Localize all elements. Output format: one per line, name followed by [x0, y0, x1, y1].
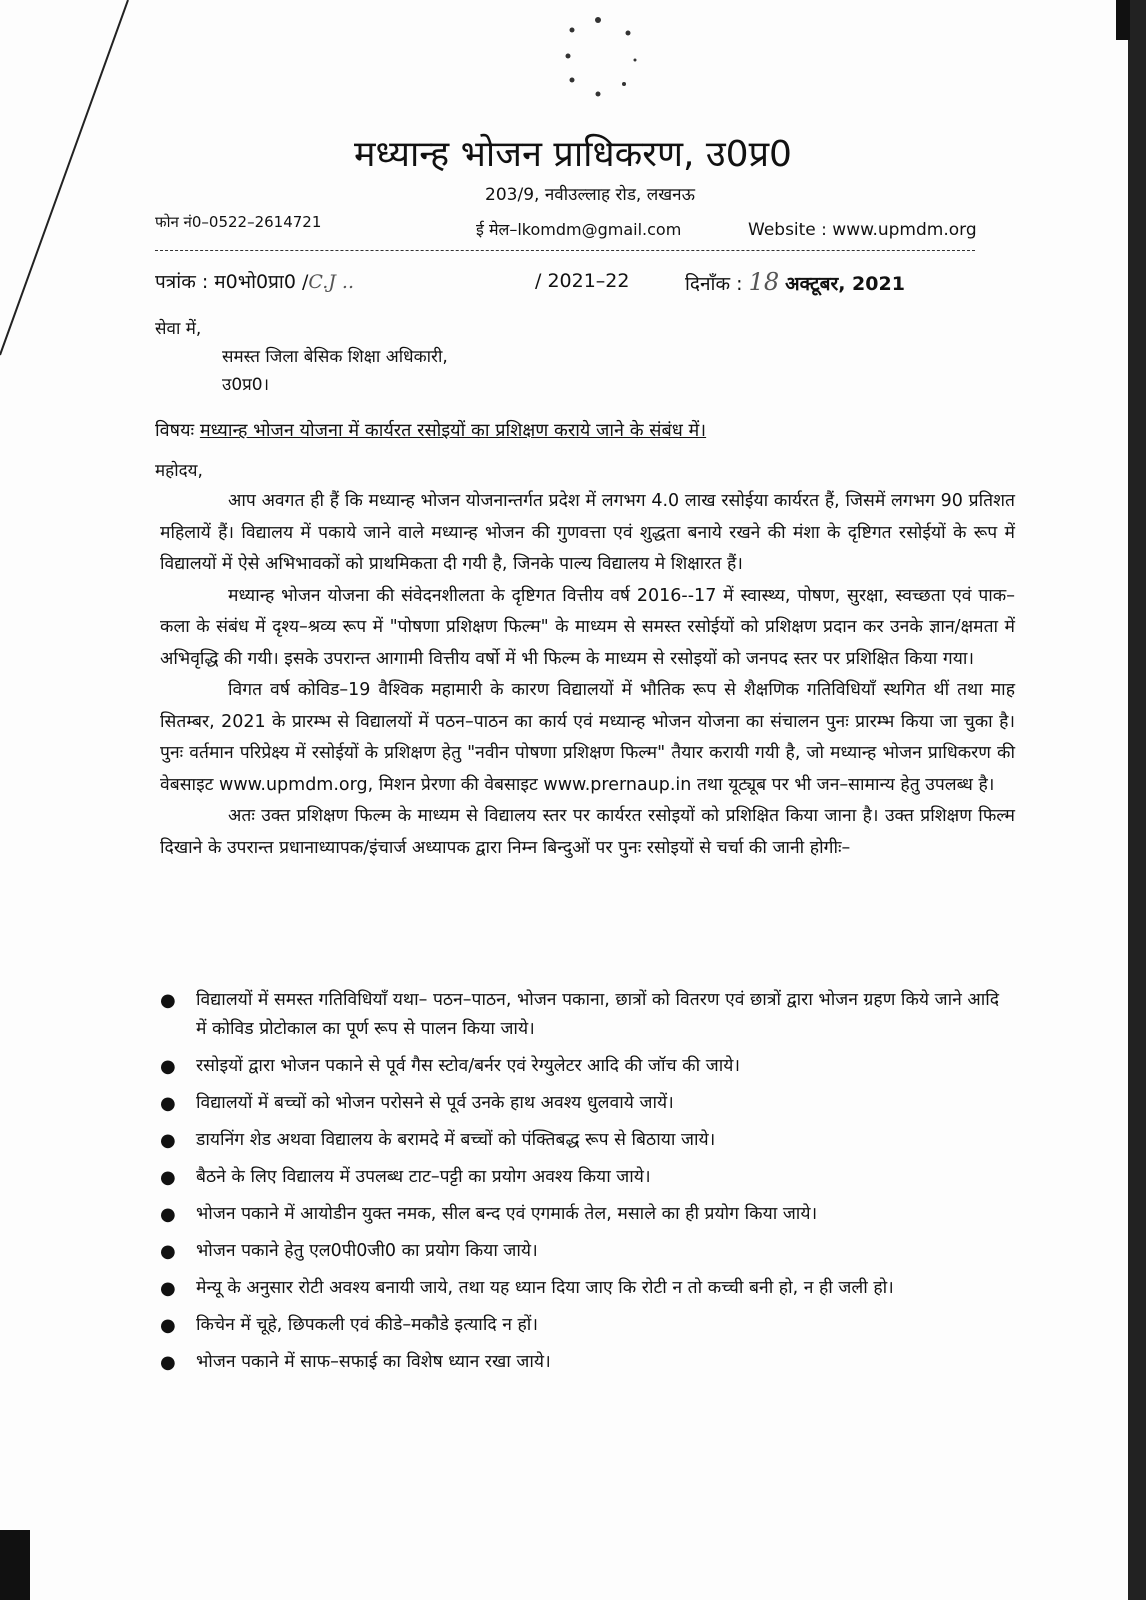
list-item [160, 1089, 1010, 1118]
subject-text: मध्यान्ह भोजन योजना में कार्यरत रसोइयों का प्रशिक्षण कराये जाने के संबंध में। [199, 420, 707, 441]
phone-number: फोन नं0–0522–2614721 [155, 213, 322, 231]
reference-label: पत्रांक : म0भो0प्रा0 / [155, 271, 309, 293]
list-item [160, 1200, 1010, 1229]
list-item-text: विद्यालयों में बच्चों को भोजन परोसने से पूर्व उनके हाथ अवश्य धुलवाये जायें। [196, 1093, 674, 1113]
scan-edge-shadow [1116, 0, 1146, 1600]
instruction-list [160, 986, 1010, 1385]
list-item-text: बैठने के लिए विद्यालय में उपलब्ध टाट–पट्टी का प्रयोग अवश्य किया जाये। [196, 1167, 651, 1187]
paragraph: विगत वर्ष कोविड–19 वैश्विक महामारी के कारण विद्यालयों में भौतिक रूप से शैक्षणिक गतिविधियॉं स्थगित थीं तथा माह सितम्बर, 2021 के प्रारम्भ से विद्यालयों में पठन–पाठन का कार्य एवं मध्यान्ह भोजन योजना का संचालन पुनः प्रारम्भ किया जा चुका है। पुनः वर्तमान परिप्रेक्ष्य में रसोईयों के प्रशिक्षण हेतु "नवीन पोषणा प्रशिक्षण फिल्म" तैयार करायी गयी है, जो मध्यान्ह भोजन प्राधिकरण की वेबसाइट www.upmdm.org, मिशन प्रेरणा की वेबसाइट www.prernaup.in तथा यूट्यूब पर भी जन–सामान्य हेतु उपलब्ध है। [160, 680, 1015, 795]
subject-label: विषयः [155, 420, 195, 441]
bullet-icon: ● [160, 1315, 176, 1336]
website: Website : www.upmdm.org [748, 220, 977, 240]
list-item [160, 1052, 1010, 1081]
scan-corner-shadow [0, 1530, 30, 1600]
list-item [160, 1237, 1010, 1266]
bullet-icon: ● [160, 1278, 176, 1299]
header-divider [155, 250, 975, 251]
list-item [160, 1311, 1010, 1340]
list-item [160, 1274, 1010, 1303]
recipient-line-2: उ0प्र0। [222, 375, 270, 395]
list-item [160, 986, 1010, 1044]
list-item [160, 1126, 1010, 1155]
authority-title: मध्यान्ह भोजन प्राधिकरण, उ0प्र0 [354, 134, 792, 175]
list-item-text: विद्यालयों में समस्त गतिविधियॉं यथा– पठन–पाठन, भोजन पकाना, छात्रों को वितरण एवं छात्रों द्वारा भोजन ग्रहण किये जाने आदि में कोविड प्रोटोकाल का पूर्ण रूप से पालन किया जाये। [196, 990, 1000, 1039]
list-item [160, 1348, 1010, 1377]
bullet-icon: ● [160, 1093, 176, 1114]
bullet-icon: ● [160, 1130, 176, 1151]
list-item [160, 1163, 1010, 1192]
list-item-text: किचेन में चूहे, छिपकली एवं कीडे–मकौडे इत्यादि न हों। [196, 1315, 538, 1335]
subject-line [155, 418, 706, 442]
email-address: ई मेल–lkomdm@gmail.com [476, 220, 682, 239]
emblem-icon [550, 8, 640, 118]
bullet-icon: ● [160, 1056, 176, 1077]
list-item-text: डायनिंग शेड अथवा विद्यालय के बरामदे में बच्चों को पंक्तिबद्ध रूप से बिठाया जाये। [196, 1130, 716, 1150]
paragraph: मध्यान्ह भोजन योजना की संवेदनशीलता के दृष्टिगत वित्तीय वर्ष 2016--17 में स्वास्थ्य, पोषण, सुरक्षा, स्वच्छता एवं पाक–कला के संबंध में दृश्य–श्रव्य रूप में "पोषणा प्रशिक्षण फिल्म" के माध्यम से समस्त रसोईयों को प्रशिक्षण प्रदान कर उनके ज्ञान/क्षमता में अभिवृद्धि की गयी। इसके उपरान्त आगामी वित्तीय वर्षो में भी फिल्म के माध्यम से रसोइयों को जनपद स्तर पर प्रशिक्षित किया गया। [160, 585, 1015, 669]
reference-number [155, 268, 354, 294]
letter-body [160, 486, 1015, 864]
bullet-icon: ● [160, 990, 176, 1011]
scan-edge-line [0, 0, 130, 360]
list-item-text: भोजन पकाने में साफ–सफाई का विशेष ध्यान रखा जाये। [196, 1352, 551, 1372]
reference-year: / 2021–22 [535, 270, 630, 292]
list-item-text: भोजन पकाने हेतु एल0पी0जी0 का प्रयोग किया जाये। [196, 1241, 538, 1261]
reference-handwritten: C.J .. [308, 271, 354, 293]
bullet-icon: ● [160, 1167, 176, 1188]
list-item-text: मेन्यू के अनुसार रोटी अवश्य बनायी जाये, तथा यह ध्यान दिया जाए कि रोटी न तो कच्ची बनी हो, न ही जली हो। [196, 1278, 894, 1298]
recipient-line-1: समस्त जिला बेसिक शिक्षा अधिकारी, [222, 347, 448, 367]
list-item-text: रसोइयों द्वारा भोजन पकाने से पूर्व गैस स्टोव/बर्नर एवं रेग्युलेटर आदि की जॉच की जाये। [196, 1056, 741, 1076]
greeting: महोदय, [155, 461, 203, 481]
bullet-icon: ● [160, 1352, 176, 1373]
bullet-icon: ● [160, 1204, 176, 1225]
date-day: 18 [748, 268, 780, 296]
paragraph: अतः उक्त प्रशिक्षण फिल्म के माध्यम से विद्यालय स्तर पर कार्यरत रसोइयों को प्रशिक्षित किया जाना है। उक्त प्रशिक्षण फिल्म दिखाने के उपरान्त प्रधानाध्यापक/इंचार्ज अध्यापक द्वारा निम्न बिन्दुओं पर पुनः रसोइयों से चर्चा की जानी होगीः– [160, 806, 1015, 858]
bullet-icon: ● [160, 1241, 176, 1262]
paragraph: आप अवगत ही हैं कि मध्यान्ह भोजन योजनान्तर्गत प्रदेश में लगभग 4.0 लाख रसोईया कार्यरत हैं, जिसमें लगभग 90 प्रतिशत महिलायें हैं। विद्यालय में पकाये जाने वाले मध्यान्ह भोजन की गुणवत्ता एवं शुद्धता बनाये रखने की मंशा के दृष्टिगत रसोईयों के रूप में विद्यालयों में ऐसे अभिभावकों को प्राथमिकता दी गयी है, जिनके पाल्य विद्यालय मे शिक्षारत हैं। [160, 491, 1015, 574]
letter-date [685, 268, 905, 296]
authority-address: 203/9, नवीउल्लाह रोड, लखनऊ [485, 185, 695, 205]
recipient-salutation: सेवा में, [155, 319, 202, 339]
date-month-year: अक्टूबर, 2021 [785, 273, 905, 295]
list-item-text: भोजन पकाने में आयोडीन युक्त नमक, सील बन्द एवं एगमार्क तेल, मसाले का ही प्रयोग किया जाये। [196, 1204, 818, 1224]
date-label: दिनाँक : [685, 273, 743, 295]
